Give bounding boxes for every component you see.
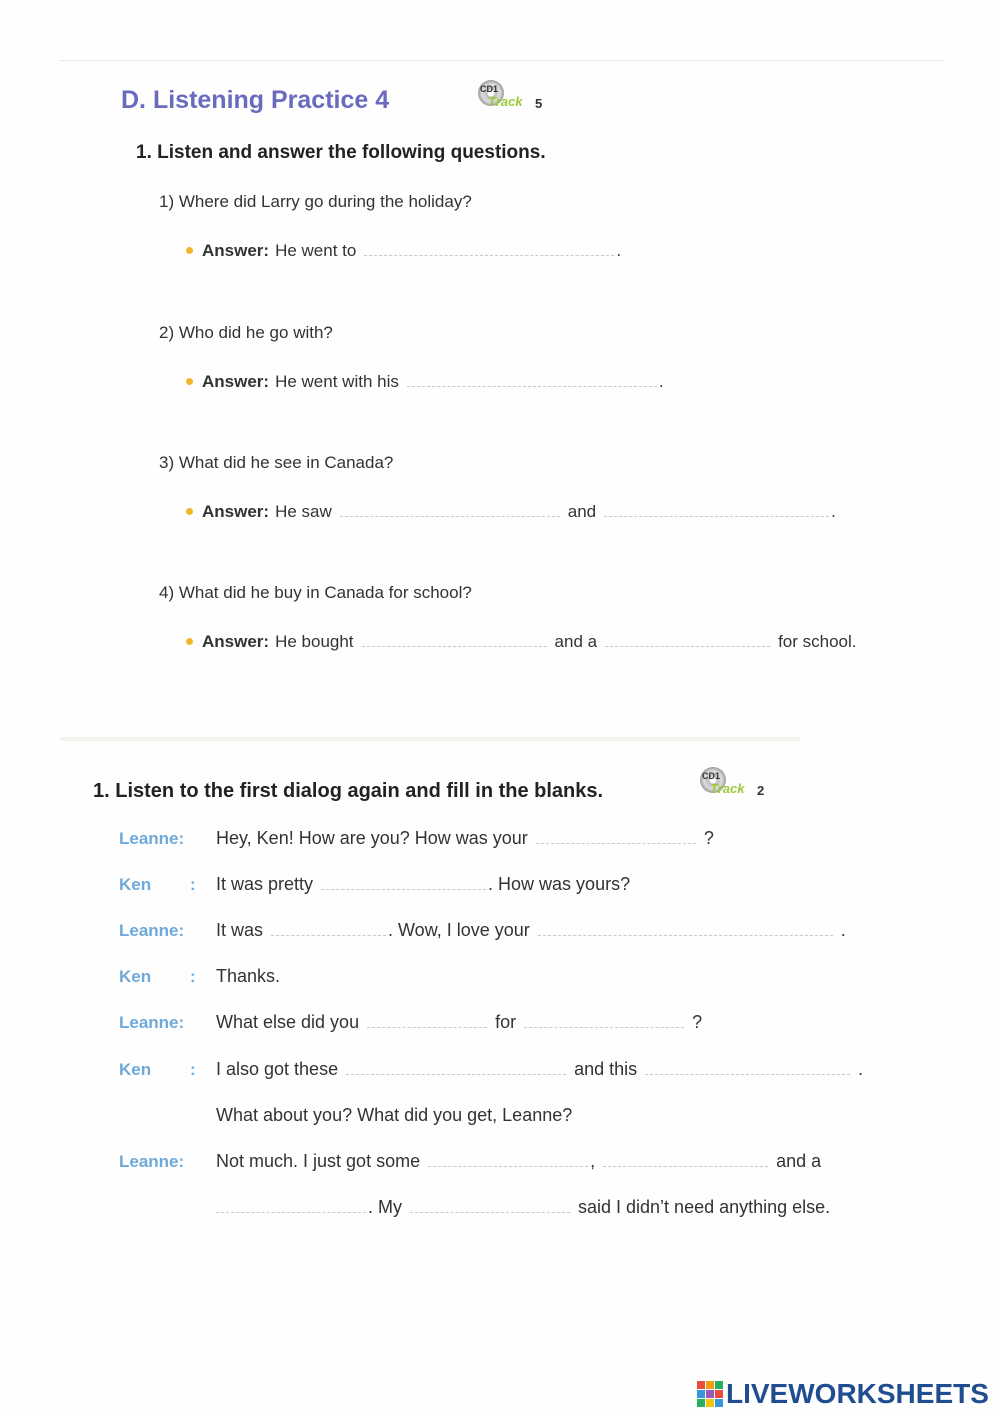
cd-track-badge	[700, 767, 764, 799]
dialog-blank-2[interactable]	[321, 877, 486, 890]
dialog-line-9	[208, 1197, 830, 1218]
line-end: ?	[703, 828, 714, 848]
speaker-leanne: Leanne:	[119, 1152, 185, 1171]
speaker-colon: :	[190, 967, 196, 986]
dialog-blank-9[interactable]	[428, 1154, 588, 1167]
answer-text: He went to	[275, 241, 357, 260]
logo-grid-icon	[697, 1381, 723, 1407]
answer-text: He saw	[275, 502, 332, 521]
answer-2-blank[interactable]	[407, 374, 657, 387]
line-text: What else did you	[216, 1012, 360, 1032]
track-label: Track	[710, 781, 745, 796]
answer-label: Answer:	[202, 502, 270, 521]
question-3: 3) What did he see in Canada?	[159, 453, 394, 472]
line-end: ?	[692, 1012, 703, 1032]
dialog-blank-12[interactable]	[410, 1200, 570, 1213]
bullet-icon	[186, 508, 193, 515]
answer-4-blank-b[interactable]	[605, 634, 770, 647]
cd-label: CD1	[480, 84, 499, 94]
line-text: . My	[368, 1197, 402, 1217]
section-title: D. Listening Practice 4	[121, 86, 390, 114]
dialog-blank-10[interactable]	[603, 1154, 768, 1167]
line-text: I also got these	[216, 1059, 339, 1079]
dialog-blank-1[interactable]	[536, 831, 696, 844]
answer-label: Answer:	[202, 241, 270, 260]
dialog-blank-3[interactable]	[271, 923, 386, 936]
line-text: for	[495, 1012, 517, 1032]
dialog-blank-6[interactable]	[524, 1015, 684, 1028]
bullet-icon	[186, 638, 193, 645]
answer-end: .	[658, 372, 664, 391]
top-divider	[60, 60, 945, 61]
part1-instruction: 1. Listen and answer the following questions.	[136, 142, 546, 163]
answer-text: He bought	[275, 632, 354, 651]
speaker-ken: Ken	[119, 1060, 152, 1079]
answer-end: .	[616, 241, 622, 260]
line-text: and a	[776, 1151, 822, 1171]
speaker-leanne: Leanne:	[119, 829, 185, 848]
dialog-line-2	[216, 874, 630, 895]
line-end: .	[858, 1059, 864, 1079]
part2-instruction: 1. Listen to the first dialog again and fill in the blanks.	[93, 780, 604, 802]
answer-3-row	[186, 502, 836, 522]
logo-text: LIVEWORKSHEETS	[726, 1378, 989, 1409]
track-label: Track	[488, 94, 523, 109]
answer-label: Answer:	[202, 372, 270, 391]
answer-text: He went with his	[275, 372, 399, 391]
answer-text: and a	[554, 632, 598, 651]
dialog-line-3	[216, 920, 846, 941]
bullet-icon	[186, 247, 193, 254]
question-2: 2) Who did he go with?	[159, 323, 333, 342]
line-text: said I didn’t need anything else.	[578, 1197, 831, 1217]
dialog-line-5	[216, 1012, 702, 1033]
answer-2-row	[186, 372, 664, 392]
dialog-line-4	[216, 966, 280, 987]
track-number: 2	[757, 783, 765, 798]
dialog-blank-7[interactable]	[346, 1062, 566, 1075]
speaker-ken: Ken	[119, 875, 152, 894]
cd-track-badge	[478, 80, 542, 112]
speaker-colon: :	[190, 875, 196, 894]
bullet-icon	[186, 378, 193, 385]
line-text: . Wow, I love your	[388, 920, 530, 940]
question-1: 1) Where did Larry go during the holiday?	[159, 192, 472, 211]
answer-1-blank[interactable]	[364, 243, 614, 256]
answer-4-row	[186, 632, 857, 652]
line-text: and this	[574, 1059, 638, 1079]
line-text: ,	[590, 1151, 596, 1171]
answer-1-row	[186, 241, 621, 261]
dialog-line-8	[216, 1151, 821, 1172]
answer-text: and	[567, 502, 597, 521]
line-text: It was	[216, 920, 264, 940]
line-text: It was pretty	[216, 874, 314, 894]
cd-label: CD1	[702, 771, 721, 781]
line-text: . How was yours?	[488, 874, 631, 894]
section-divider	[60, 737, 800, 741]
dialog-line-1	[216, 828, 714, 849]
speaker-ken: Ken	[119, 967, 152, 986]
dialog-line-6	[216, 1059, 863, 1080]
answer-3-blank-a[interactable]	[340, 504, 560, 517]
line-text: Thanks.	[216, 966, 281, 986]
dialog-blank-4[interactable]	[538, 923, 833, 936]
answer-3-blank-b[interactable]	[604, 504, 829, 517]
liveworksheets-logo	[697, 1378, 989, 1410]
speaker-leanne: Leanne:	[119, 1013, 185, 1032]
question-4: 4) What did he buy in Canada for school?	[159, 583, 472, 602]
answer-end: .	[831, 502, 836, 521]
answer-label: Answer:	[202, 632, 270, 651]
dialog-blank-8[interactable]	[645, 1062, 850, 1075]
dialog-blank-5[interactable]	[367, 1015, 487, 1028]
speaker-colon: :	[190, 1060, 196, 1079]
dialog-line-7	[216, 1105, 572, 1126]
line-text: Not much. I just got some	[216, 1151, 421, 1171]
line-end: .	[840, 920, 846, 940]
track-number: 5	[535, 96, 543, 111]
answer-4-blank-a[interactable]	[362, 634, 547, 647]
line-text: Hey, Ken! How are you? How was your	[216, 828, 528, 848]
dialog-blank-11[interactable]	[216, 1200, 366, 1213]
line-text: What about you? What did you get, Leanne?	[216, 1105, 573, 1125]
answer-end: for school.	[778, 632, 857, 651]
speaker-leanne: Leanne:	[119, 921, 185, 940]
